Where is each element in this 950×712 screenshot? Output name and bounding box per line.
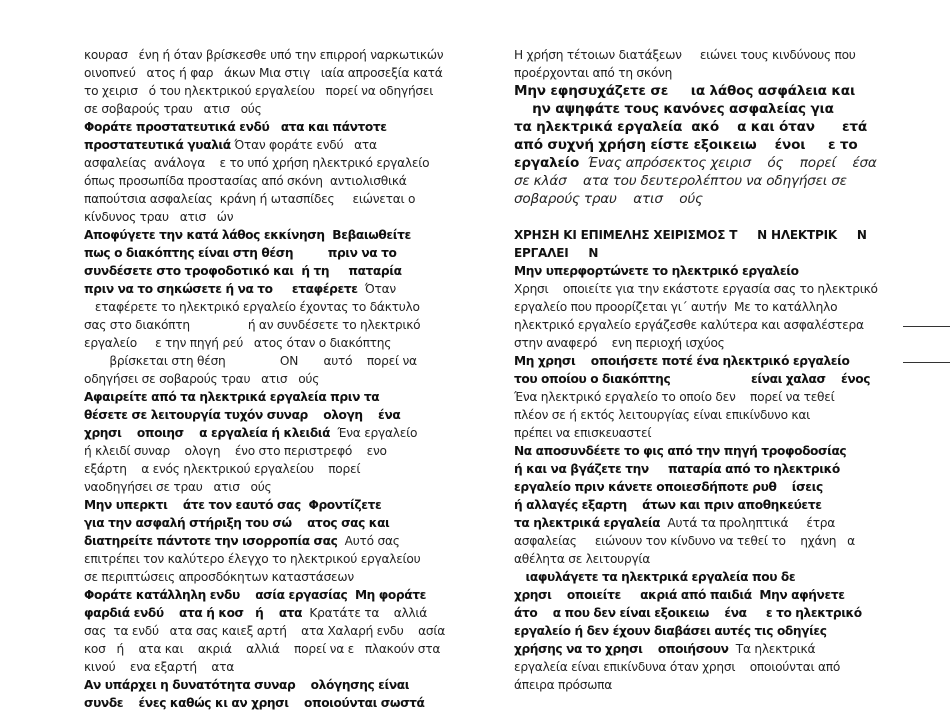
text-line <box>514 532 890 550</box>
text-line <box>514 262 890 280</box>
body-text: Κρατάτε τα αλλιά <box>302 606 428 620</box>
text-line <box>84 460 466 478</box>
text-line <box>514 424 890 442</box>
body-text: Η χρήση τέτοιων διατάξεων ειώνει τους κινδύνους που <box>514 48 856 62</box>
text-line <box>84 190 466 208</box>
body-text: προέρχονται από τη σκόνη <box>514 66 673 80</box>
text-line <box>84 226 466 244</box>
text-line <box>84 514 466 532</box>
text-line <box>514 154 890 172</box>
bold-text: ή αλλαγές εξαρτη άτων και πριν αποθηκεύετε <box>514 498 822 512</box>
section-heading: ΧΡΗΣΗ ΚΙ ΕΠΙΜΕΛΗΣ ΧΕΙΡΙΣΜΟΣ Τ Ν ΗΛΕΚΤΡΙΚ Ν <box>514 228 867 242</box>
margin-tab-upper <box>903 326 950 327</box>
text-line <box>84 298 466 316</box>
bold-text: χρήσης να το χρησι οποιήσουν <box>514 642 729 656</box>
body-text: επιτρέπει τον καλύτερο έλεγχο το ηλεκτρικού εργαλείου <box>84 552 421 566</box>
text-line <box>84 442 466 460</box>
body-text: Αυτά τα προληπτικά έτρα <box>660 516 836 530</box>
text-line <box>84 262 466 280</box>
text-line <box>514 604 890 622</box>
text-line <box>84 208 466 226</box>
bold-text: ή και να βγάζετε την παταρία από το ηλεκτρικό <box>514 462 840 476</box>
bold-text: φαρδιά ενδύ ατα ή κοσ ή ατα <box>84 606 303 620</box>
text-line <box>514 442 890 460</box>
body-text: Ένα ηλεκτρικό εργαλείο το οποίο δεν πορεί να τεθεί <box>514 390 835 404</box>
body-text: πλέον σε ή εκτός λειτουργίας είναι επικίνδυνο και <box>514 408 811 422</box>
body-text: ή κλειδί συναρ ολογη ένο στο περιστρεφό ενο <box>84 444 387 458</box>
text-line <box>514 64 890 82</box>
text-line <box>84 622 466 640</box>
body-text: ασφαλείας ανάλογα ε το υπό χρήση ηλεκτρικό εργαλείο <box>84 156 430 170</box>
body-text: αθέλητα σε λειτουργία <box>514 552 651 566</box>
text-line <box>514 298 890 316</box>
bold-text: εργαλείο ή δεν έχουν διαβάσει αυτές τις οδηγίες <box>514 624 827 638</box>
text-line <box>84 604 466 622</box>
bold-text: Μη χρησι οποιήσετε ποτέ ένα ηλεκτρικό εργαλείο <box>514 354 850 368</box>
body-text: παπούτσια ασφαλείας κράνη ή ωτασπίδες ειώνεται ο <box>84 192 416 206</box>
body-text: εργαλείο που προορίζεται γι΄ αυτήν Με το κατάλληλο <box>514 300 838 314</box>
body-text: σας τα ενδύ ατα σας καιεξ αρτή ατα Χαλαρή ενδυ ασία <box>84 624 445 638</box>
bold-text: από συχνή χρήση είστε εξοικειω ένοι ε το <box>514 137 858 153</box>
bold-text: συνδέσετε στο τροφοδοτικό και ή τη παταρία <box>84 264 402 278</box>
text-line <box>84 586 466 604</box>
bold-text: Αποφύγετε την κατά λάθος εκκίνηση Βεβαιωθείτε <box>84 228 411 242</box>
body-text: στην αναφερό ενη περιοχή ισχύος <box>514 336 725 350</box>
body-text: κοσ ή ατα και ακριά αλλιά πορεί να ε πλακούν στα <box>84 642 441 656</box>
text-line <box>84 676 466 694</box>
text-line <box>84 640 466 658</box>
text-line <box>514 352 890 370</box>
text-line <box>514 568 890 586</box>
text-line <box>84 568 466 586</box>
bold-text: τα ηλεκτρικά εργαλεία ακό α και όταν ετά <box>514 119 868 135</box>
body-text: κινού ενα εξαρτή ατα <box>84 660 235 674</box>
bold-text: διατηρείτε πάντοτε την ισορροπία σας <box>84 534 338 548</box>
text-line <box>84 532 466 550</box>
body-text: Τα ηλεκτρικά <box>728 642 816 656</box>
bold-text: ην αψηφάτε τους κανόνες ασφαλείας για <box>514 101 834 117</box>
text-line <box>514 136 890 154</box>
text-line <box>84 424 466 442</box>
body-text: ναοδηγήσει σε τραυ ατισ ούς <box>84 480 272 494</box>
bold-text: Μην εφησυχάζετε σε ια λάθος ασφάλεια και <box>514 83 856 99</box>
text-line <box>514 406 890 424</box>
text-line <box>514 82 890 100</box>
body-text: κίνδυνος τραυ ατισ ών <box>84 210 234 224</box>
bold-text: του οποίου ο διακόπτης είναι χαλασ ένος <box>514 372 871 386</box>
body-text: Ένας απρόσεκτος χειρισ ός πορεί έσα <box>579 155 877 171</box>
text-line <box>514 658 890 676</box>
bold-text: Φοράτε προστατευτικά ενδύ ατα και πάντοτε <box>84 120 387 134</box>
text-line <box>514 640 890 658</box>
section-heading: ΕΡΓΑΛΕΙ Ν <box>514 246 599 260</box>
text-line <box>84 172 466 190</box>
body-text: Ένα εργαλείο <box>330 426 418 440</box>
text-line <box>514 100 890 118</box>
text-line <box>514 208 890 226</box>
bold-text: εργαλείο πριν κάνετε οποιεσδήποτε ρυθ ίσεις <box>514 480 823 494</box>
body-text: σας στο διακόπτη ή αν συνδέσετε το ηλεκτρικό <box>84 318 421 332</box>
margin-tab-lower <box>903 362 950 363</box>
text-line <box>514 118 890 136</box>
bold-text: ιαφυλάγετε τα ηλεκτρικά εργαλεία που δε <box>514 570 796 584</box>
bold-text: χρησι οποιησ α εργαλεία ή κλειδιά <box>84 426 331 440</box>
body-text: όπως προσωπίδα προστασίας από σκόνη αντιολισθικά <box>84 174 407 188</box>
body-text: ασφαλείας ειώνουν τον κίνδυνο να τεθεί το ηχάνη α <box>514 534 855 548</box>
body-text: Αυτό σας <box>337 534 400 548</box>
body-text: εργαλεία είναι επικίνδυνα όταν χρησι οποιούνται από <box>514 660 841 674</box>
bold-text: θέσετε σε λειτουργία τυχόν συναρ ολογη ένα <box>84 408 401 422</box>
bold-text: τα ηλεκτρικά εργαλεία <box>514 516 661 530</box>
body-text: το χειρισ ό του ηλεκτρικού εργαλείου πορεί να οδηγήσει <box>84 84 434 98</box>
bold-text: χρησι οποιείτε ακριά από παιδιά Μην αφήνετε <box>514 588 845 602</box>
text-line <box>514 622 890 640</box>
text-line <box>84 496 466 514</box>
text-line <box>84 118 466 136</box>
text-line <box>514 550 890 568</box>
text-line <box>514 370 890 388</box>
text-line <box>84 280 466 298</box>
text-line <box>514 514 890 532</box>
text-line <box>514 280 890 298</box>
text-line <box>84 388 466 406</box>
bold-text: Αφαιρείτε από τα ηλεκτρικά εργαλεία πριν τα <box>84 390 380 404</box>
body-text: σοβαρούς τραυ ατισ ούς <box>514 191 703 207</box>
text-line <box>514 334 890 352</box>
text-line <box>514 496 890 514</box>
bold-text: προστατευτικά γυαλιά <box>84 138 231 152</box>
text-line <box>84 334 466 352</box>
text-line <box>84 658 466 676</box>
body-text: εξάρτη α ενός ηλεκτρικού εργαλείου πορεί <box>84 462 361 476</box>
bold-text: πριν να το σηκώσετε ή να το εταφέρετε <box>84 282 358 296</box>
bold-text: Μην υπερκτι άτε τον εαυτό σας Φροντίζετε <box>84 498 382 512</box>
text-line <box>514 172 890 190</box>
body-text: άπειρα πρόσωπα <box>514 678 613 692</box>
text-line <box>84 694 466 712</box>
bold-text: Μην υπερφορτώνετε το ηλεκτρικό εργαλείο <box>514 264 799 278</box>
text-line <box>514 676 890 694</box>
body-text: σε κλάσ ατα του δευτερολέπτου να οδηγήσει σε <box>514 173 847 189</box>
text-line <box>514 46 890 64</box>
text-line <box>514 226 890 244</box>
text-line <box>84 64 466 82</box>
body-text: πρέπει να επισκευαστεί <box>514 426 652 440</box>
body-text: σε σοβαρούς τραυ ατισ ούς <box>84 102 262 116</box>
text-line <box>84 352 466 370</box>
text-line <box>84 316 466 334</box>
text-line <box>84 370 466 388</box>
text-line <box>514 388 890 406</box>
right-column <box>514 46 890 694</box>
text-line <box>84 550 466 568</box>
bold-text: εργαλείο <box>514 155 580 171</box>
text-line <box>84 46 466 64</box>
body-text: οινοπνεύ ατος ή φαρ άκων Μια στιγ ιαία απροσεξία κατά <box>84 66 443 80</box>
body-text: οδηγήσει σε σοβαρούς τραυ ατισ ούς <box>84 372 320 386</box>
bold-text: Αν υπάρχει η δυνατότητα συναρ ολόγησης είναι <box>84 678 410 692</box>
text-line <box>84 154 466 172</box>
body-text: κουρασ ένη ή όταν βρίσκεσθε υπό την επιρροή ναρκωτικών <box>84 48 444 62</box>
text-line <box>514 460 890 478</box>
text-line <box>84 136 466 154</box>
text-line <box>514 478 890 496</box>
bold-text: Να αποσυνδέετε το φις από την πηγή τροφοδοσίας <box>514 444 847 458</box>
body-text: εργαλείο ε την πηγή ρεύ ατος όταν ο διακόπτης <box>84 336 392 350</box>
text-line <box>514 190 890 208</box>
body-text: ηλεκτρικό εργαλείο εργάζεσθε καλύτερα και ασφαλέστερα <box>514 318 864 332</box>
left-column <box>84 46 466 712</box>
text-line <box>84 478 466 496</box>
body-text: βρίσκεται στη θέση ON αυτό πορεί να <box>84 354 417 368</box>
text-line <box>514 316 890 334</box>
body-text: Όταν <box>357 282 396 296</box>
bold-text: συνδε ένες καθώς κι αν χρησι οποιούνται σωστά <box>84 696 425 710</box>
text-line <box>514 586 890 604</box>
body-text: Χρησι οποιείτε για την εκάστοτε εργασία σας το ηλεκτρικό <box>514 282 878 296</box>
text-line <box>84 406 466 424</box>
text-line <box>84 82 466 100</box>
text-line <box>514 244 890 262</box>
text-line <box>84 244 466 262</box>
text-line <box>84 100 466 118</box>
body-text: σε περιπτώσεις απροσδόκητων καταστάσεων <box>84 570 354 584</box>
bold-text: για την ασφαλή στήριξη του σώ ατος σας και <box>84 516 390 530</box>
bold-text: πως ο διακόπτης είναι στη θέση πριν να το <box>84 246 397 260</box>
body-text: Όταν φοράτε ενδύ ατα <box>230 138 377 152</box>
body-text: εταφέρετε το ηλεκτρικό εργαλείο έχοντας το δάκτυλο <box>84 300 420 314</box>
bold-text: άτο α που δεν είναι εξοικειω ένα ε το ηλεκτρικό <box>514 606 862 620</box>
bold-text: Φοράτε κατάλληλη ενδυ ασία εργασίας Μη φοράτε <box>84 588 426 602</box>
